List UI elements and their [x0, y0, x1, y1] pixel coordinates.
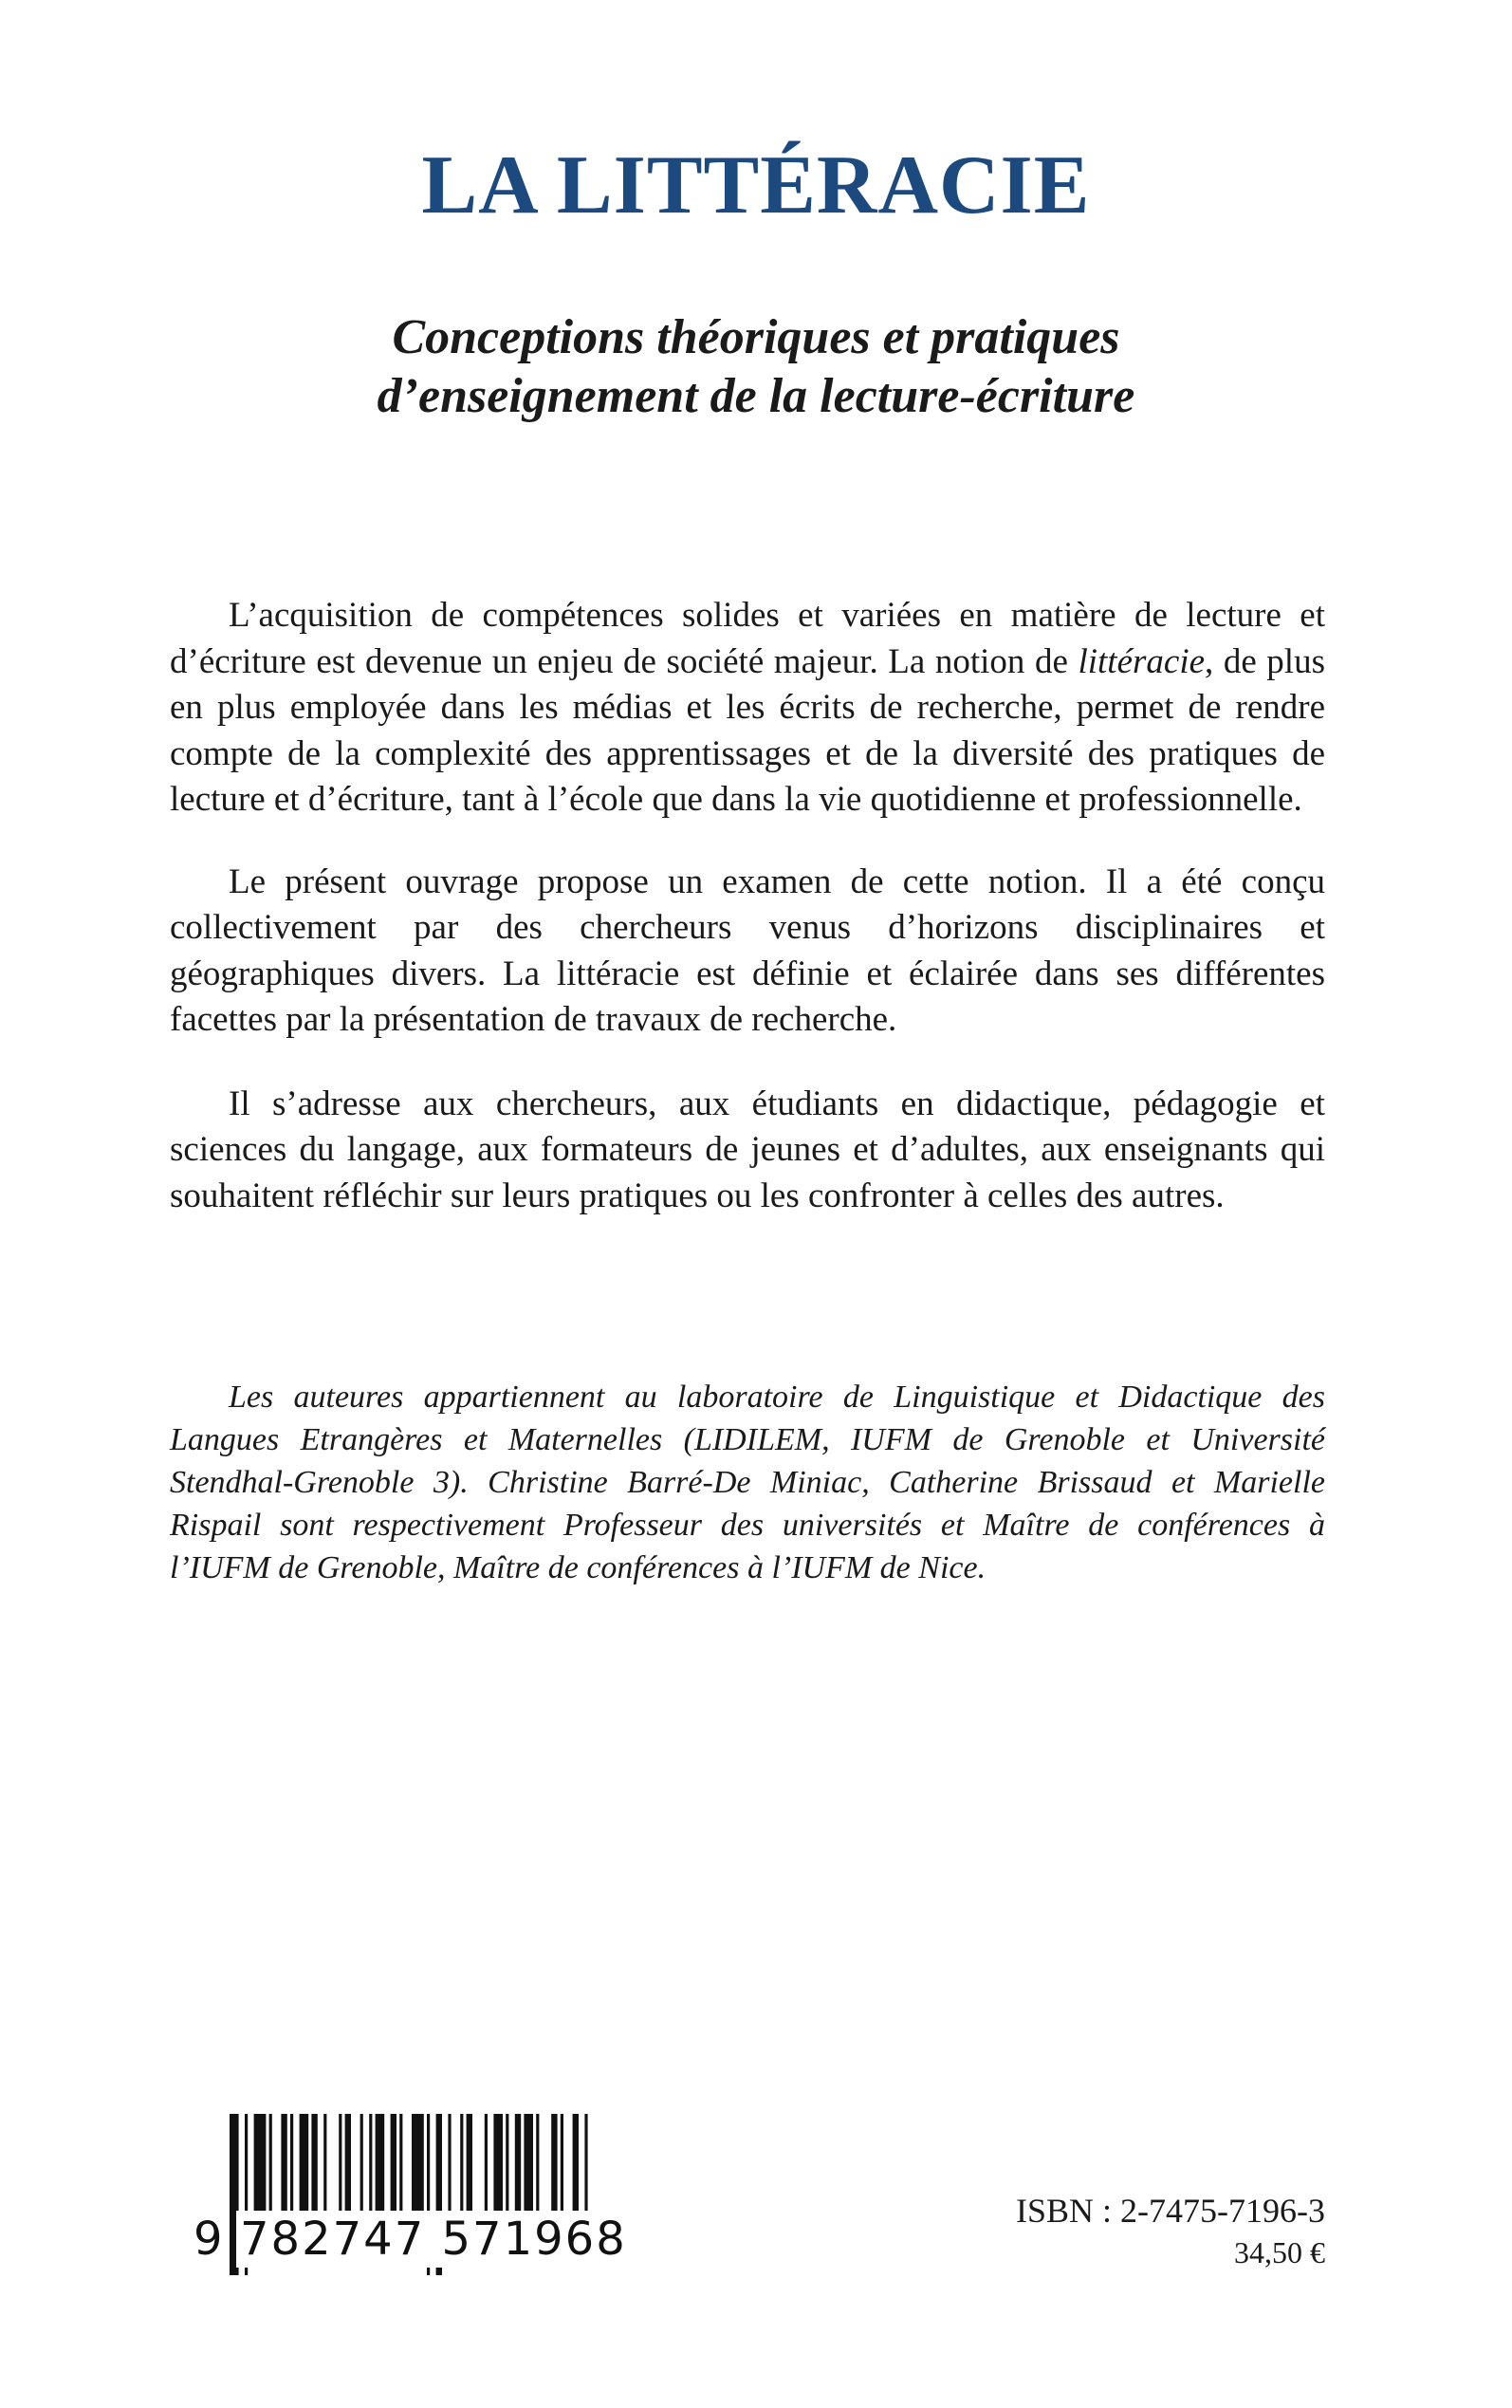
book-title: LA LITTÉRACIE	[421, 139, 1091, 232]
subtitle-line-1: Conceptions théoriques et pratiques	[392, 310, 1120, 364]
blurb-paragraph-2: Le présent ouvrage propose un examen de cette notion. Il a été conçu collectivement par des chercheurs venus d’horizons disciplinaires et géographiques divers. La littéracie est définie et éclairée dans ses différentes facettes par la présentation de travaux de recherche.	[170, 861, 1325, 1039]
blurb-p1-end: , de plus en plus employée dans les médias et les écrits de recherche, permet de rendre compte de la complexité des apprentissages et de la diversité des pratiques de lecture et d’écriture, tant à l’école que dans la vie quotidienne et professionnelle.	[170, 641, 1325, 819]
subtitle-line-2: d’enseignement de la lecture-écriture	[377, 369, 1135, 424]
blurb-paragraph-1	[170, 593, 1325, 824]
price: 34,50 €	[1234, 2235, 1325, 2269]
blurb-paragraph-3: Il s’adresse aux chercheurs, aux étudiants en didactique, pédagogie et sciences du langage, aux formateurs de jeunes et d’adultes, aux enseignants qui souhaitent réfléchir sur leurs pratiques ou les confronter à celles des autres.	[170, 1084, 1325, 1215]
authors-note: Les auteures appartiennent au laboratoire de Linguistique et Didactique des Langues Etrangères et Maternelles (LIDILEM, IUFM de Grenoble et Université Stendhal-Grenoble 3). Christine Barré-De Miniac, Catherine Brissaud et Marielle Rispail sont respectivement Professeur des universités et Maître de conférences à l’IUFM de Grenoble, Maître de conférences à l’IUFM de Nice.	[170, 1380, 1325, 1585]
barcode-digits	[194, 2211, 627, 2268]
blurb-p1-start: L’acquisition de compétences solides et variées en matière de lecture et d’écriture est devenue un enjeu de société majeur. La notion de	[170, 596, 1325, 681]
barcode-lead-digit: 9	[194, 2213, 225, 2266]
blurb-p1-italic-term: littéracie	[1078, 641, 1206, 681]
book-subtitle	[0, 308, 1512, 427]
barcode-number: 782747 571968	[236, 2211, 631, 2268]
blurb	[170, 593, 1325, 1257]
isbn: ISBN : 2-7475-7196-3	[1016, 2192, 1325, 2230]
